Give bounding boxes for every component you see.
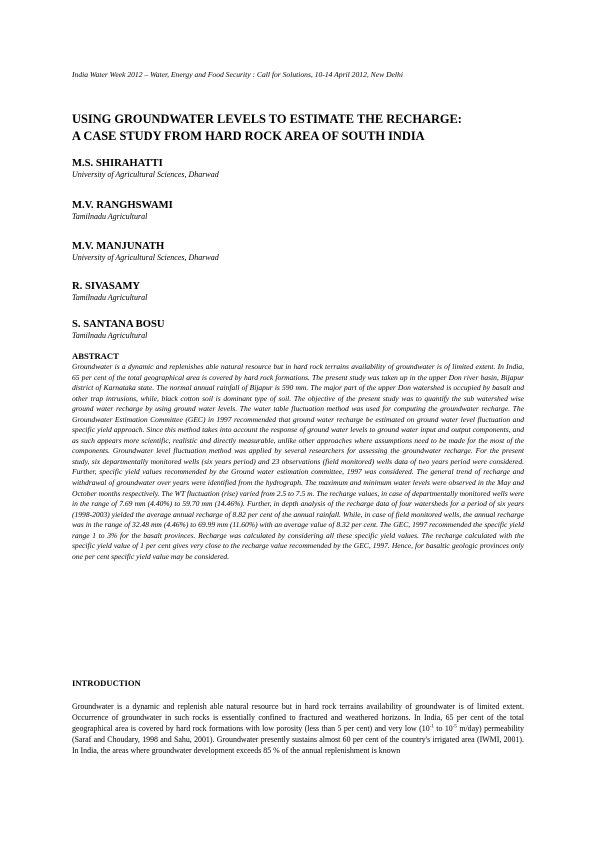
author-block <box>72 240 532 263</box>
intro-text-part: m/day) permeability (Saraf and Choudary, 1998 and Sahu, 2001). Groundwater presently sustains almost 60 per cent of the country's irrigated area (IWMI, 2001). In India, the areas where groundwater development exceeds 85 % of the annual replenishment is known <box>72 724 524 755</box>
superscript: -5 <box>452 724 457 730</box>
author-block <box>72 157 532 180</box>
author-name: M.V. MANJUNATH <box>72 241 165 252</box>
introduction-text <box>72 701 524 756</box>
superscript: -1 <box>429 724 434 730</box>
author-name: S. SANTANA BOSU <box>72 319 165 330</box>
abstract-heading: ABSTRACT <box>72 351 119 361</box>
author-block <box>72 280 532 303</box>
author-affiliation: Tamilnadu Agricultural <box>72 293 148 302</box>
author-name: R. SIVASAMY <box>72 281 141 292</box>
intro-text-part: Groundwater is a dynamic and replenish able natural resource but in hard rock terrains availability of groundwater is of limited extent. Occurrence of groundwater in such rocks is essentially confined to fractured and weathered horizons. In India, 65 per cent of the total geographical area is covered by hard rock formations with low porosity (less than 5 per cent) and very low (10 <box>72 702 524 733</box>
author-name: M.V. RANGHSWAMI <box>72 200 173 211</box>
title-line-1: USING GROUNDWATER LEVELS TO ESTIMATE THE RECHARGE: <box>72 112 462 126</box>
intro-text-part: to 10 <box>433 724 453 733</box>
author-affiliation: University of Agricultural Sciences, Dharwad <box>72 170 219 179</box>
author-name: M.S. SHIRAHATTI <box>72 158 163 169</box>
author-block <box>72 318 532 341</box>
abstract-text: Groundwater is a dynamic and replenishes able natural resource but in hard rock terrains availability of groundwater is of limited extent. In India, 65 per cent of the total geographical area is covered by hard rock formations. The present study was taken up in the upper Don river basin, Bijapur district of Karnataka state. The normal annual rainfall of Bijapur is 590 mm. The major part of the upper Don watershed is occupied by basalt and other trap intrusions, while, black cotton soil is dominant type of soil. The objective of the present study was to quantify the sub watershed wise ground water recharge by using ground water levels. The water table fluctuation method was used for computing the groundwater recharge. The Groundwater Estimation Committee (GEC) in 1997 recommended that ground water recharge be estimated on ground water level fluctuation and specific yield approach. Since this method takes into account the response of ground water levels to ground water input and output components, and as such appears more scientific, realistic and directly measurable, unlike other approaches where assumptions need to be made for the most of the components. Groundwater level fluctuation method was applied by several researchers for assessing the groundwater recharge. For the present study, six departmentally monitored wells (six years period) and 23 observations (field monitored) wells data of two years period were considered. Further, specific yield values recommended by the Ground water estimation committee, 1997 was considered. The general trend of recharge and withdrawal of groundwater over years were identified from the hydrograph. The maximum and minimum water levels were observed in the May and October months respectively. The WT fluctuation (rise) varied from 2.5 to 7.5 m. The recharge values, in case of departmentally monitored wells were in the range of 7.69 mm (4.40%) to 59.70 mm (14.46%). Further, in depth analysis of the recharge data of four watersheds for a period of six years (1998-2003) yielded the average annual recharge of 8.82 per cent of the annual rainfall. While, in case of field monitored wells, the annual recharge was in the range of 32.48 mm (4.46%) to 69.99 mm (11.60%) with an average value of 8.32 per cent. The GEC, 1997 recommended the specific yield range 1 to 3% for the basalt provinces. Recharge was calculated by considering all these specific yield values. The recharge calculated with the specific yield value of 1 per cent gives very close to the recharge value recommended by the GEC, 1997. Hence, for basaltic geologic provinces only one per cent specific yield value may be considered. <box>72 362 524 561</box>
paper-title <box>72 111 532 145</box>
author-block <box>72 199 532 222</box>
introduction-heading: INTRODUCTION <box>72 678 141 688</box>
author-affiliation: Tamilnadu Agricultural <box>72 212 148 221</box>
author-affiliation: University of Agricultural Sciences, Dharwad <box>72 253 219 262</box>
title-line-2: A CASE STUDY FROM HARD ROCK AREA OF SOUTH INDIA <box>72 129 425 143</box>
running-header: India Water Week 2012 – Water, Energy and Food Security : Call for Solutions, 10-14 April 2012, New Delhi <box>72 70 403 79</box>
author-affiliation: Tamilnadu Agricultural <box>72 331 148 340</box>
